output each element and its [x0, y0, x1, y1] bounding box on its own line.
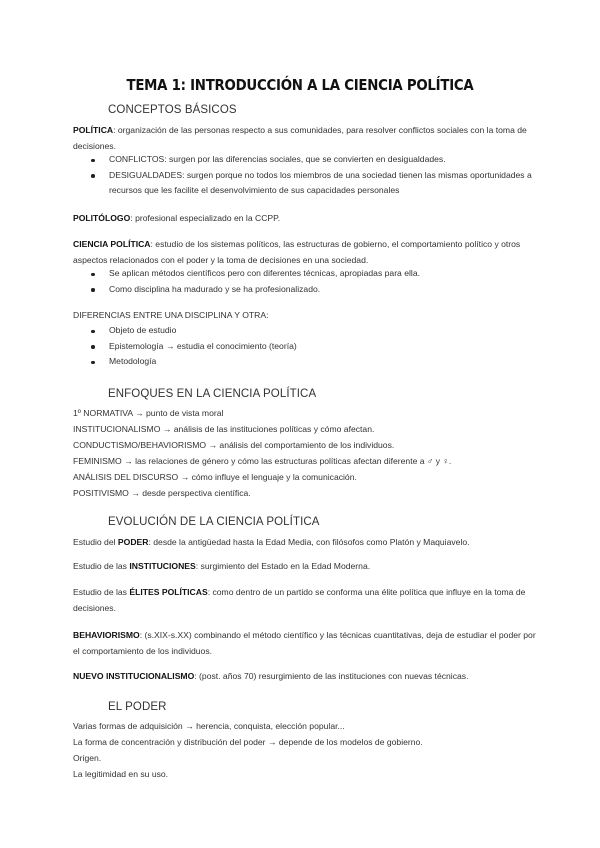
paragraph-politologo — [73, 210, 543, 226]
list-item: Como disciplina ha madurado y se ha profesionalizado. — [73, 282, 543, 298]
text: : desde la antigüedad hasta la Edad Media, con filósofos como Platón y Maquiavelo. — [148, 537, 470, 547]
diferencias-label: DIFERENCIAS ENTRE UNA DISCIPLINA Y OTRA: — [73, 310, 269, 320]
ciencia-bullet-list — [73, 266, 543, 297]
paragraph-ciencia-politica — [73, 236, 543, 268]
definition-politica: : organización de las personas respecto a sus comunidades, para resolver conflictos sociales con la toma de decisiones. — [73, 125, 527, 151]
diferencias-bullet-list — [73, 323, 543, 370]
paragraph-politica — [73, 122, 543, 154]
paragraph-instituciones — [73, 558, 543, 574]
text: Estudio de las — [73, 561, 130, 571]
text: Estudio de las — [73, 587, 130, 597]
paragraph-elites — [73, 584, 543, 616]
enfoque-line: 1º NORMATIVA → punto de vista moral — [73, 408, 224, 418]
text: Estudio del — [73, 537, 118, 547]
poder-line: Origen. — [73, 753, 102, 763]
page-title: TEMA 1: INTRODUCCIÓN A LA CIENCIA POLÍTICA — [126, 76, 474, 94]
list-item: CONFLICTOS: surgen por las diferencias sociales, que se convierten en desigualdades. — [73, 152, 543, 168]
list-item: Se aplican métodos científicos pero con diferentes técnicas, apropiadas para ella. — [73, 266, 543, 282]
enfoque-line: INSTITUCIONALISMO → análisis de las instituciones políticas y cómo afectan. — [73, 424, 375, 434]
poder-line: La forma de concentración y distribución del poder → depende de los modelos de gobierno. — [73, 737, 423, 747]
list-item: Metodología — [73, 354, 543, 370]
definition-ciencia-politica: : estudio de los sistemas políticos, las estructuras de gobierno, el comportamiento político y otros aspectos relacionados con el poder y la toma de decisiones en una sociedad. — [73, 239, 521, 265]
text: : surgimiento del Estado en la Edad Moderna. — [195, 561, 371, 571]
list-item: Objeto de estudio — [73, 323, 543, 339]
enfoques-list — [73, 405, 543, 501]
term-politica: POLÍTICA — [73, 125, 114, 135]
paragraph-nuevo-institucionalismo — [73, 668, 543, 684]
term-politologo: POLITÓLOGO — [73, 213, 131, 223]
term-behaviorismo: BEHAVIORISMO — [73, 630, 140, 640]
enfoque-line: FEMINISMO → las relaciones de género y cómo las estructuras políticas afectan diferente a ♂ y ♀. — [73, 456, 452, 466]
term-nuevo-institucionalismo: NUEVO INSTITUCIONALISMO — [73, 671, 195, 681]
section-heading-enfoques: ENFOQUES EN LA CIENCIA POLÍTICA — [108, 388, 317, 400]
list-item: DESIGUALDADES: surgen porque no todos los miembros de una sociedad tienen las mismas oportunidades a recursos que les facilite el desenvolvimiento de sus capacidades personales — [73, 168, 543, 199]
enfoque-line: ANÁLISIS DEL DISCURSO → cómo influye el lenguaje y la comunicación. — [73, 472, 357, 482]
politica-bullet-list — [73, 152, 543, 199]
text: : (post. años 70) resurgimiento de las instituciones con nuevas técnicas. — [194, 671, 469, 681]
text: : como dentro de un partido se conforma una élite política que influye en la toma de decisiones. — [73, 587, 526, 613]
section-heading-poder: EL PODER — [108, 701, 167, 713]
term-poder: PODER — [117, 537, 149, 547]
text: : (s.XIX-s.XX) combinando el método científico y las técnicas cuantitativas, deja de estudiar el poder por el comportamiento de los individuos. — [73, 630, 536, 656]
enfoque-line: POSITIVISMO → desde perspectiva científica. — [73, 488, 251, 498]
paragraph-poder — [73, 534, 543, 550]
enfoque-line: CONDUCTISMO/BEHAVIORISMO → análisis del comportamiento de los individuos. — [73, 440, 395, 450]
poder-line: Varias formas de adquisición → herencia, conquista, elección popular... — [73, 721, 345, 731]
poder-list — [73, 718, 543, 782]
poder-line: La legitimidad en su uso. — [73, 769, 169, 779]
section-heading-evolucion: EVOLUCIÓN DE LA CIENCIA POLÍTICA — [108, 516, 320, 528]
section-heading-conceptos: CONCEPTOS BÁSICOS — [108, 104, 237, 116]
term-instituciones: INSTITUCIONES — [129, 561, 196, 571]
definition-politologo: : profesional especializado en la CCPP. — [130, 213, 281, 223]
paragraph-behaviorismo — [73, 627, 543, 659]
term-ciencia-politica: CIENCIA POLÍTICA — [73, 239, 151, 249]
list-item: Epistemología → estudia el conocimiento (teoría) — [73, 339, 543, 355]
term-elites: ÉLITES POLÍTICAS — [129, 587, 208, 597]
